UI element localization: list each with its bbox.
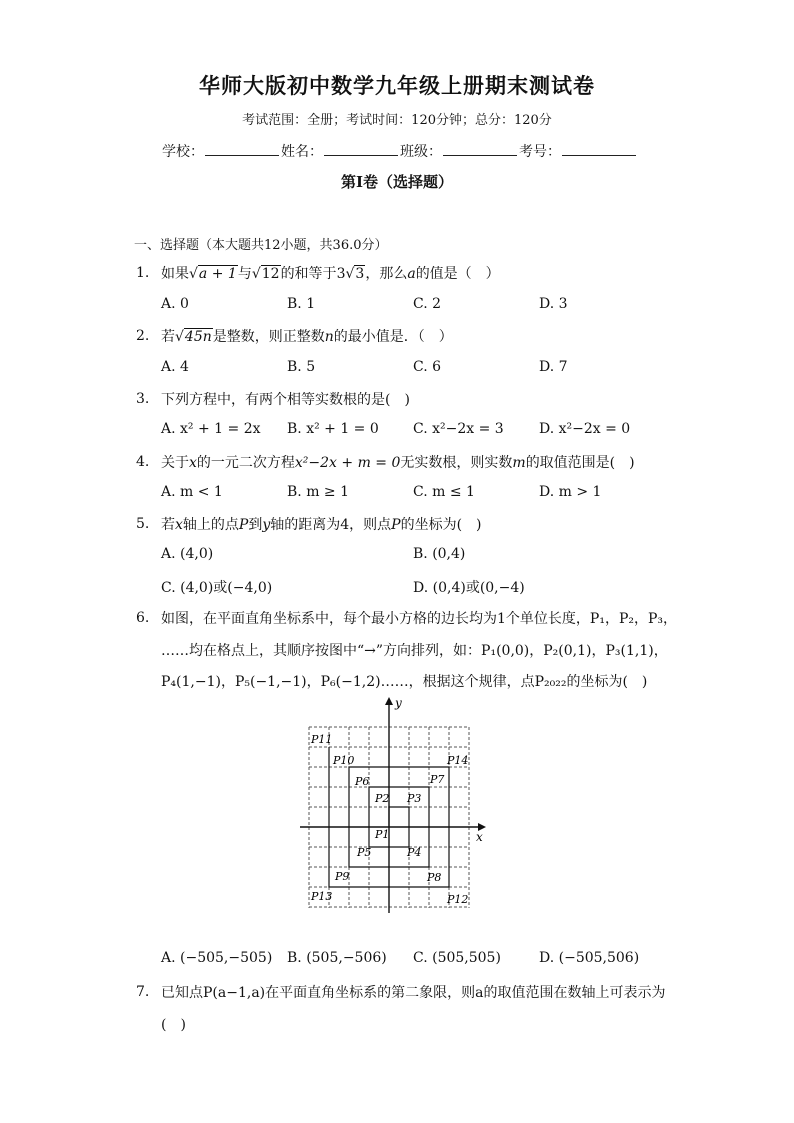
option-a[interactable]: A. (−505,−505) bbox=[161, 950, 273, 966]
option-a[interactable]: A. x² + 1 = 2x bbox=[161, 421, 261, 437]
question-number: 4. bbox=[136, 454, 150, 470]
option-b[interactable]: B. 1 bbox=[287, 296, 316, 312]
spiral-grid-figure bbox=[300, 693, 500, 913]
name-blank[interactable] bbox=[324, 143, 398, 156]
class-blank[interactable] bbox=[443, 143, 517, 156]
option-d[interactable]: D. m > 1 bbox=[539, 484, 602, 500]
option-b[interactable]: B. 5 bbox=[287, 359, 316, 375]
point-label: P13 bbox=[311, 890, 333, 903]
school-label: 学校： bbox=[162, 144, 204, 160]
volume-heading: 第I卷（选择题） bbox=[340, 173, 454, 191]
question-6-line-1: 如图，在平面直角坐标系中，每个最小方格的边长均为1个单位长度，P₁，P₂，P₃， bbox=[161, 611, 678, 627]
y-axis-label: y bbox=[395, 696, 402, 710]
id-blank[interactable] bbox=[562, 143, 636, 156]
option-b[interactable]: B. (0,4) bbox=[413, 546, 466, 562]
question-1-stem: 如果√a + 1与√12的和等于3√3，那么a的值是（ ） bbox=[161, 266, 500, 282]
option-c[interactable]: C. 6 bbox=[413, 359, 442, 375]
option-c[interactable]: C. (4,0)或(−4,0) bbox=[161, 580, 273, 596]
x-axis-label: x bbox=[476, 830, 483, 844]
point-label: P1 bbox=[375, 828, 390, 841]
exam-subtitle: 考试范围：全册；考试时间：120分钟；总分：120分 bbox=[242, 113, 552, 128]
point-label: P8 bbox=[427, 871, 442, 884]
name-label: 姓名： bbox=[281, 144, 323, 160]
question-number: 1. bbox=[136, 265, 150, 281]
option-d[interactable]: D. x²−2x = 0 bbox=[539, 421, 631, 437]
point-label: P6 bbox=[355, 775, 370, 788]
question-4-stem: 关于x的一元二次方程x²−2x + m = 0无实数根，则实数m的取值范围是( ) bbox=[161, 455, 635, 471]
student-info-row bbox=[162, 141, 638, 161]
point-label: P12 bbox=[447, 893, 469, 906]
option-b[interactable]: B. (505,−506) bbox=[287, 950, 387, 966]
class-label: 班级： bbox=[400, 144, 442, 160]
question-3-stem: 下列方程中，有两个相等实数根的是( ) bbox=[161, 392, 410, 408]
section-heading: 一、选择题（本大题共12小题，共36.0分） bbox=[134, 238, 388, 253]
option-c[interactable]: C. x²−2x = 3 bbox=[413, 421, 504, 437]
question-6-line-3: P₄(1,−1)，P₅(−1,−1)，P₆(−1,2)……，根据这个规律，点P₂₀₂₂的坐标为( ) bbox=[161, 674, 648, 690]
question-2-stem: 若√45n是整数，则正整数n的最小值是．（ ） bbox=[161, 329, 453, 345]
question-7-line-2: ( ) bbox=[161, 1017, 186, 1033]
point-label: P3 bbox=[407, 792, 422, 805]
id-label: 考号： bbox=[519, 144, 561, 160]
question-6-line-2: ……均在格点上，其顺序按图中“→”方向排列，如：P₁(0,0)，P₂(0,1)，P₃(1,1)， bbox=[161, 643, 668, 659]
option-a[interactable]: A. 4 bbox=[161, 359, 189, 375]
point-label: P4 bbox=[407, 846, 422, 859]
school-blank[interactable] bbox=[205, 143, 279, 156]
point-label: P7 bbox=[430, 773, 445, 786]
point-label: P10 bbox=[333, 754, 355, 767]
question-number: 7. bbox=[136, 984, 150, 1000]
option-a[interactable]: A. 0 bbox=[161, 296, 189, 312]
point-label: P14 bbox=[447, 754, 469, 767]
point-label: P5 bbox=[357, 846, 372, 859]
option-a[interactable]: A. (4,0) bbox=[161, 546, 214, 562]
option-d[interactable]: D. (0,4)或(0,−4) bbox=[413, 580, 525, 596]
question-number: 2. bbox=[136, 328, 150, 344]
y-axis-arrow-icon bbox=[385, 697, 393, 705]
point-label: P9 bbox=[335, 870, 350, 883]
question-5-stem: 若x轴上的点P到y轴的距离为4，则点P的坐标为( ) bbox=[161, 517, 482, 533]
question-number: 3. bbox=[136, 391, 150, 407]
question-number: 6. bbox=[136, 610, 150, 626]
option-a[interactable]: A. m < 1 bbox=[161, 484, 223, 500]
question-7-line-1: 已知点P(a−1,a)在平面直角坐标系的第二象限，则a的取值范围在数轴上可表示为 bbox=[161, 985, 666, 1001]
point-label: P11 bbox=[311, 733, 333, 746]
point-label: P2 bbox=[375, 792, 390, 805]
option-b[interactable]: B. x² + 1 = 0 bbox=[287, 421, 379, 437]
option-c[interactable]: C. 2 bbox=[413, 296, 442, 312]
option-d[interactable]: D. 7 bbox=[539, 359, 568, 375]
option-c[interactable]: C. (505,505) bbox=[413, 950, 501, 966]
exam-title: 华师大版初中数学九年级上册期末测试卷 bbox=[199, 73, 595, 98]
option-d[interactable]: D. 3 bbox=[539, 296, 568, 312]
option-b[interactable]: B. m ≥ 1 bbox=[287, 484, 350, 500]
question-number: 5. bbox=[136, 516, 150, 532]
option-d[interactable]: D. (−505,506) bbox=[539, 950, 640, 966]
option-c[interactable]: C. m ≤ 1 bbox=[413, 484, 475, 500]
